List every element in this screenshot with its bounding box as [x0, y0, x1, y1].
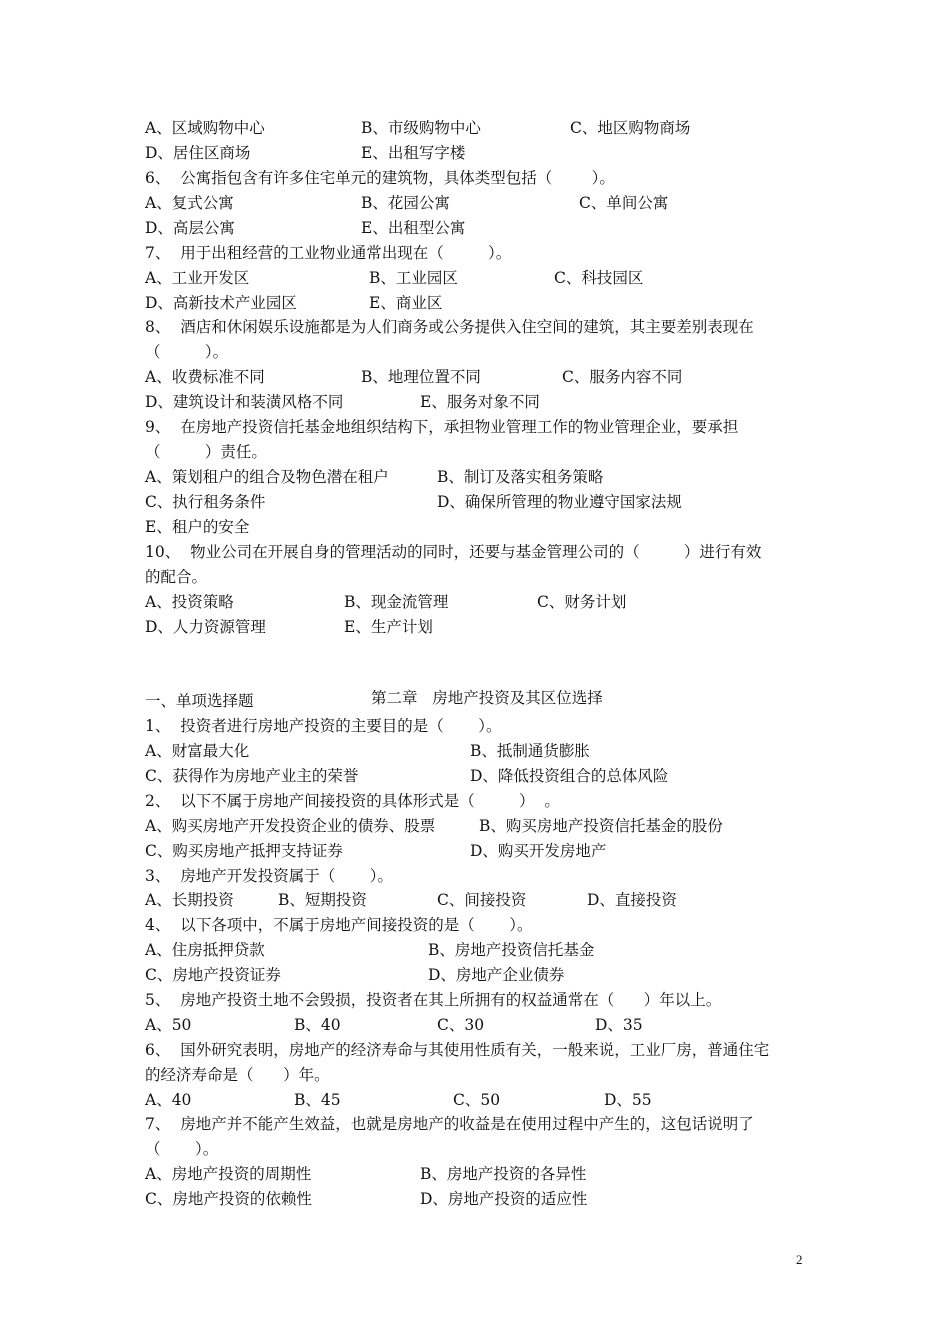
q9-options-row3: E、租户的安全 — [145, 518, 250, 536]
ch2-question-1: 1、 投资者进行房地产投资的主要目的是（ ）。 — [145, 717, 502, 735]
option-a: A、策划租户的组合及物色潜在租户 — [145, 468, 389, 486]
option-a: A、财富最大化 — [145, 742, 250, 760]
option-c: C、服务内容不同 — [562, 368, 683, 386]
option-b: B、工业园区 — [369, 269, 458, 287]
option-b: B、市级购物中心 — [361, 119, 481, 137]
ch2-q4-options-row1 — [145, 939, 595, 961]
question-9-line2: （ ）责任。 — [145, 443, 267, 461]
option-b: B、房地产投资的各异性 — [420, 1165, 587, 1183]
ch2-q7-options-row2 — [145, 1188, 588, 1210]
option-a: A、住房抵押贷款 — [145, 941, 265, 959]
page-number: 2 — [796, 1252, 803, 1267]
q6-options-row2 — [145, 217, 466, 239]
chapter-title-text: 第二章 房地产投资及其区位选择 — [370, 689, 603, 707]
option-d: D、高层公寓 — [145, 219, 235, 237]
ch2-question-3: 3、 房地产开发投资属于（ ）。 — [145, 867, 393, 885]
option-a: A、房地产投资的周期性 — [145, 1165, 312, 1183]
option-b: B、40 — [294, 1016, 341, 1034]
ch2-question-7-line1: 7、 房地产并不能产生效益，也就是房地产的收益是在使用过程中产生的，这包话说明了 — [145, 1115, 754, 1133]
option-a: A、长期投资 — [145, 891, 234, 909]
option-d: D、居住区商场 — [145, 144, 251, 162]
option-e: E、生产计划 — [344, 618, 433, 636]
question-10-line1: 10、 物业公司在开展自身的管理活动的同时，还要与基金管理公司的（ ）进行有效 — [145, 543, 762, 561]
option-c: C、执行租务条件 — [145, 493, 266, 511]
ch2-question-5: 5、 房地产投资土地不会毁损，投资者在其上所拥有的权益通常在（ ）年以上。 — [145, 991, 722, 1009]
option-c: C、获得作为房地产业主的荣誉 — [145, 767, 359, 785]
option-a: A、工业开发区 — [145, 269, 250, 287]
question-9-line1: 9、 在房地产投资信托基金地组织结构下，承担物业管理工作的物业管理企业，要承担 — [145, 418, 739, 436]
option-d: D、直接投资 — [587, 891, 677, 909]
option-d: D、建筑设计和装潢风格不同 — [145, 393, 344, 411]
option-d: D、降低投资组合的总体风险 — [470, 767, 669, 785]
option-c: C、房地产投资证券 — [145, 966, 281, 984]
option-d: D、购买开发房地产 — [470, 842, 607, 860]
ch2-question-2: 2、 以下不属于房地产间接投资的具体形式是（ ） 。 — [145, 792, 560, 810]
option-d: D、确保所管理的物业遵守国家法规 — [437, 493, 682, 511]
ch2-question-6-line1: 6、 国外研究表明，房地产的经济寿命与其使用性质有关，一般来说，工业厂房，普通住宅 — [145, 1041, 770, 1059]
option-d: D、55 — [604, 1091, 652, 1109]
option-a: A、50 — [145, 1016, 192, 1034]
ch2-q6-options — [145, 1089, 652, 1111]
option-c: C、财务计划 — [537, 593, 627, 611]
question-8-line1: 8、 酒店和休闲娱乐设施都是为人们商务或公务提供入住空间的建筑，其主要差别表现在 — [145, 318, 754, 336]
q9-options-row2 — [145, 491, 682, 513]
ch2-question-7-line2: （ ）。 — [145, 1140, 219, 1158]
option-a: A、投资策略 — [145, 593, 234, 611]
option-b: B、现金流管理 — [344, 593, 449, 611]
option-b: B、房地产投资信托基金 — [428, 941, 595, 959]
q7-options-row2 — [145, 292, 443, 314]
ch2-q2-options-row2 — [145, 840, 607, 862]
option-c: C、30 — [437, 1016, 485, 1034]
option-d: D、35 — [595, 1016, 643, 1034]
option-a: A、40 — [145, 1091, 192, 1109]
option-b: B、购买房地产投资信托基金的股份 — [479, 817, 723, 835]
option-c: C、购买房地产抵押支持证券 — [145, 842, 343, 860]
option-d: D、人力资源管理 — [145, 618, 266, 636]
ch2-q1-options-row2 — [145, 765, 669, 787]
option-b: B、地理位置不同 — [361, 368, 481, 386]
ch2-q3-options — [145, 889, 677, 911]
ch2-question-4: 4、 以下各项中，不属于房地产间接投资的是（ ）。 — [145, 916, 533, 934]
option-b: B、45 — [294, 1091, 341, 1109]
option-a: A、复式公寓 — [145, 194, 234, 212]
option-d: D、高新技术产业园区 — [145, 294, 297, 312]
option-c: C、房地产投资的依赖性 — [145, 1190, 312, 1208]
option-a: A、购买房地产开发投资企业的债券、股票 — [145, 817, 436, 835]
section-heading: 一、单项选择题 — [145, 692, 254, 710]
q6-options-row1 — [145, 192, 669, 214]
q8-options-row2 — [145, 391, 540, 413]
ch2-q2-options-row1 — [145, 815, 723, 837]
option-e: E、出租写字楼 — [361, 144, 466, 162]
option-a: A、收费标准不同 — [145, 368, 265, 386]
option-c: C、科技园区 — [554, 269, 644, 287]
option-d: D、房地产企业债券 — [428, 966, 565, 984]
ch2-question-6-line2: 的经济寿命是（ ）年。 — [145, 1066, 330, 1084]
option-b: B、抵制通货膨胀 — [470, 742, 590, 760]
option-e: E、出租型公寓 — [361, 219, 466, 237]
q10-options-row2 — [145, 616, 433, 638]
option-e: E、商业区 — [369, 294, 443, 312]
question-8-line2: （ ）。 — [145, 343, 229, 361]
option-b: B、短期投资 — [278, 891, 367, 909]
ch2-q4-options-row2 — [145, 964, 565, 986]
option-b: B、制订及落实租务策略 — [437, 468, 604, 486]
q9-options-row1 — [145, 466, 604, 488]
q5-options-row2 — [145, 142, 466, 164]
question-7: 7、 用于出租经营的工业物业通常出现在（ ）。 — [145, 244, 512, 262]
option-a: A、区域购物中心 — [145, 119, 265, 137]
ch2-q5-options — [145, 1014, 643, 1036]
q10-options-row1 — [145, 591, 627, 613]
question-6: 6、 公寓指包含有许多住宅单元的建筑物，具体类型包括（ ）。 — [145, 169, 615, 187]
option-d: D、房地产投资的适应性 — [420, 1190, 588, 1208]
q7-options-row1 — [145, 267, 644, 289]
option-c: C、50 — [453, 1091, 501, 1109]
option-c: C、地区购物商场 — [570, 119, 691, 137]
option-c: C、单间公寓 — [579, 194, 669, 212]
option-b: B、花园公寓 — [361, 194, 450, 212]
option-c: C、间接投资 — [437, 891, 527, 909]
ch2-q7-options-row1 — [145, 1163, 587, 1185]
q8-options-row1 — [145, 366, 683, 388]
ch2-q1-options-row1 — [145, 740, 590, 762]
option-e: E、服务对象不同 — [420, 393, 540, 411]
question-10-line2: 的配合。 — [145, 568, 208, 586]
q5-options-row1 — [145, 117, 691, 139]
